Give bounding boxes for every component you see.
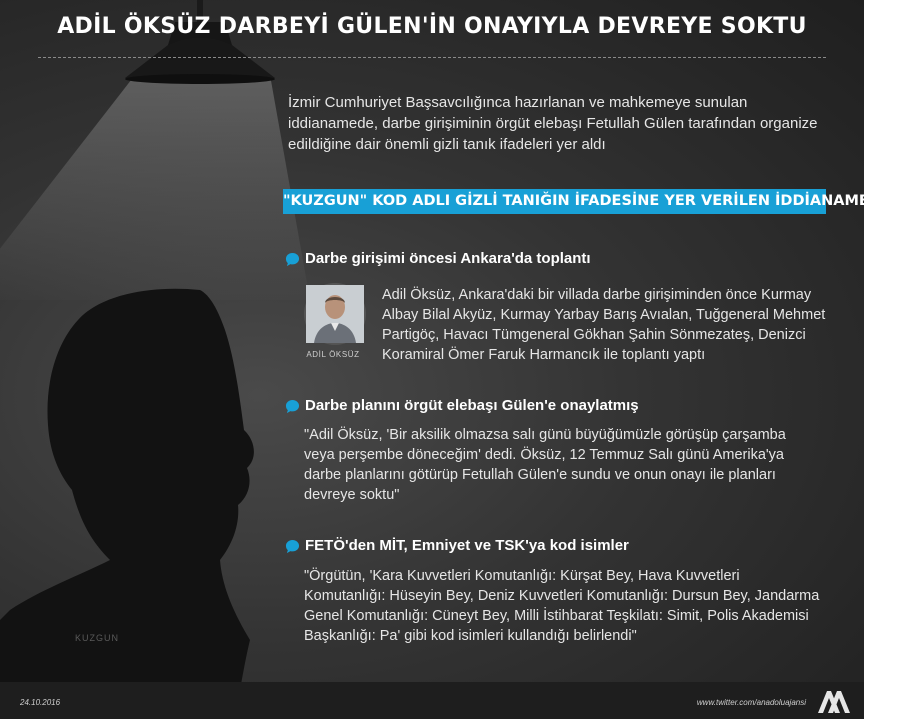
footer <box>0 682 864 719</box>
avatar-caption: ADİL ÖKSÜZ <box>306 350 360 359</box>
section-heading-plan <box>285 396 639 416</box>
section-heading-label: FETÖ'den MİT, Emniyet ve TSK'ya kod isimler <box>305 537 629 554</box>
section-heading-label: Darbe planını örgüt elebaşı Gülen'e onaylatmış <box>305 397 639 414</box>
speech-bubble-icon <box>285 252 300 267</box>
title-divider <box>38 57 826 58</box>
footer-twitter-link[interactable]: www.twitter.com/anadoluajansi <box>696 698 806 707</box>
person-photo-icon <box>306 285 364 343</box>
avatar <box>304 283 366 345</box>
section-text-meeting: Adil Öksüz, Ankara'daki bir villada darbe girişiminden önce Kurmay Albay Bilal Akyüz, Kurmay Yarbay Barış Avıalan, Tuğgeneral Mehmet Partigöç, Havacı Tümgeneral Gökhan Şahin Sönmezateş, Denizci Koramiral Ömer Faruk Harmancık ile toplantı yaptı <box>382 287 826 363</box>
section-text-codenames: "Örgütün, 'Kara Kuvvetleri Komutanlığı: Kürşat Bey, Hava Kuvvetleri Komutanlığı: Hüseyin Bey, Deniz Kuvvetleri Komutanlığı: Dursun Bey, Jandarma Genel Komutanlığı: Cüneyt Bey, Milli İstihbarat Teşkilatı: Simit, Polis Akademisi Başkanlığı: Pa' gibi kod isimleri kullandığı belirlendi" <box>304 568 820 644</box>
silhouette-label: KUZGUN <box>75 633 119 643</box>
speech-bubble-icon <box>285 399 300 414</box>
footer-date: 24.10.2016 <box>20 698 61 707</box>
silhouette-figure <box>0 289 254 719</box>
section-heading-label: Darbe girişimi öncesi Ankara'da toplantı <box>305 250 591 267</box>
speech-bubble-icon <box>285 539 300 554</box>
light-cone <box>0 75 310 300</box>
intro-text: İzmir Cumhuriyet Başsavcılığınca hazırlanan ve mahkemeye sunulan iddianamede, darbe girişiminin örgüt elebaşı Fetullah Gülen tarafından organize edildiğine dair önemli gizli tanık ifadeleri yer aldı <box>288 94 818 153</box>
section-heading-codenames <box>285 536 629 556</box>
witness-banner: "KUZGUN" KOD ADLI GİZLİ TANIĞIN İFADESİNE YER VERİLEN İDDİANAMEDEN: <box>283 189 826 214</box>
anadolu-agency-logo-icon <box>816 687 850 715</box>
section-heading-meeting <box>285 249 591 269</box>
lamp-icon <box>125 0 275 84</box>
page-title: ADİL ÖKSÜZ DARBEYİ GÜLEN'İN ONAYIYLA DEVREYE SOKTU <box>57 14 807 39</box>
section-text-plan: "Adil Öksüz, 'Bir aksilik olmazsa salı günü büyüğümüzle görüşüp çarşamba veya perşembe döneceğim' dedi. Öksüz, 12 Temmuz Salı günü Amerika'ya darbe planlarını götürüp Fetullah Gülen'e sundu ve onun onayı ile planları devreye soktu" <box>304 427 786 503</box>
